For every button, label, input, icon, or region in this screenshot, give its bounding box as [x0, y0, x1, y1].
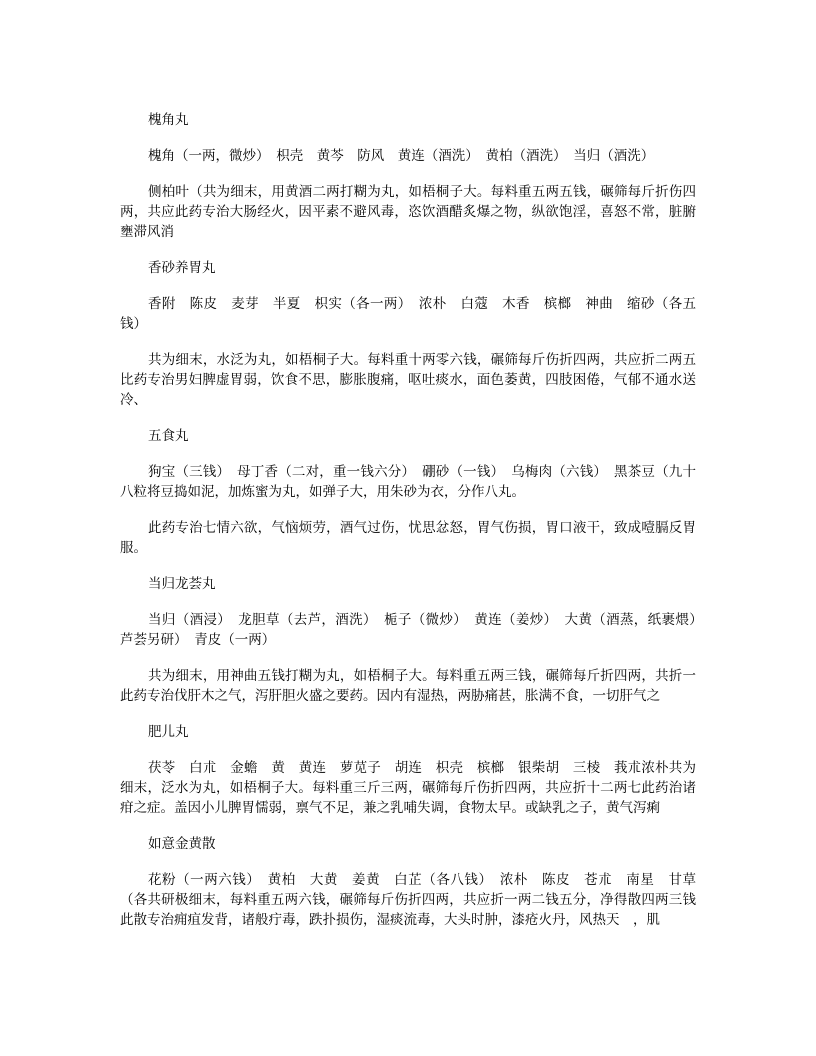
ingredients-paragraph: 狗宝（三钱） 母丁香（二对，重一钱六分） 硼砂（一钱） 乌梅肉（六钱） 黑茶豆（九十八粒将豆捣如泥，加炼蜜为丸，如弹子大，用朱砂为衣，分作八丸。 — [120, 464, 696, 500]
description-paragraph: 此药专治七情六欲，气恼烦劳，酒气过伤，忧思忿怒，胃气伤损，胃口液干，致成噎膈反胃服。 — [120, 520, 696, 556]
ingredients-paragraph: 茯苓 白朮 金蟾 黄 黄连 萝苋子 胡连 枳壳 槟榔 银柴胡 三棱 莪朮浓朴共为细末，泛水为丸，如梧桐子大。每料重三斤三两，碾筛每斤伤折四两，共应折十二两七此药治诸疳之症。盖因小儿脾胃懦弱，禀气不足，兼之乳哺失调，食物太早。或缺乳之子，黄气泻痢 — [120, 760, 696, 816]
section-title: 如意金黄散 — [148, 836, 216, 852]
section-title: 当归龙荟丸 — [148, 576, 216, 592]
section-title: 香砂养胃丸 — [148, 260, 216, 276]
section-ruyi-jinhuang-san — [120, 834, 696, 930]
section-danggui-longhui-wan — [120, 574, 710, 706]
section-wushi-wan — [120, 426, 696, 558]
ingredients-paragraph: 花粉（一两六钱） 黄柏 大黄 姜黄 白芷（各八钱） 浓朴 陈皮 苍朮 南星 甘草（各共研极细末，每料重五两六钱，碾筛每斤伤折四两，共应折一两二钱五分，净得散四两三钱此散专治痈疽发背，诸般疔毒，跌扑损伤，湿痰流毒，大头时肿，漆疮火丹，风热天 ，肌 — [120, 872, 696, 928]
description-paragraph: 共为细末，水泛为丸，如梧桐子大。每料重十两零六钱，碾筛每斤伤折四两，共应折二两五比药专治男妇脾虚胃弱，饮食不思，膨胀腹痛，呕吐痰水，面色萎黄，四肢困倦，气郁不通水送冷、 — [120, 352, 696, 408]
document-page — [120, 110, 710, 946]
description-paragraph: 侧柏叶（共为细末，用黄酒二两打糊为丸，如梧桐子大。每料重五两五钱，碾筛每斤折伤四两，共应此药专治大肠经火，因平素不避风毒，恣饮酒醋炙爆之物，纵欲饱淫，喜怒不常，脏腑壅滞风消 — [120, 184, 696, 240]
section-huaijiao-wan — [120, 110, 696, 242]
ingredients-paragraph: 香附 陈皮 麦芽 半夏 枳实（各一两） 浓朴 白蔻 木香 槟榔 神曲 缩砂（各五钱） — [120, 296, 696, 332]
section-title: 槐角丸 — [148, 112, 189, 128]
description-paragraph: 共为细末，用神曲五钱打糊为丸，如梧桐子大。每料重五两三钱，碾筛每斤折四两，共折一此药专治伐肝木之气，泻肝胆火盛之要药。因内有湿热，两胁痛甚，胀满不食，一切肝气之 — [120, 668, 696, 704]
section-feier-wan — [120, 722, 696, 818]
section-title: 五食丸 — [148, 428, 189, 444]
ingredients-paragraph: 当归（酒浸） 龙胆草（去芦，酒洗） 栀子（微炒） 黄连（姜炒） 大黄（酒蒸，纸裹煨） 芦荟另研） 青皮（一两） — [120, 612, 710, 648]
section-title: 肥儿丸 — [148, 724, 189, 740]
ingredients-paragraph: 槐角（一两，微炒） 枳壳 黄芩 防风 黄连（酒洗） 黄柏（酒洗） 当归（酒洗） — [148, 148, 655, 164]
section-xiangsha-yangwei-wan — [120, 258, 696, 410]
